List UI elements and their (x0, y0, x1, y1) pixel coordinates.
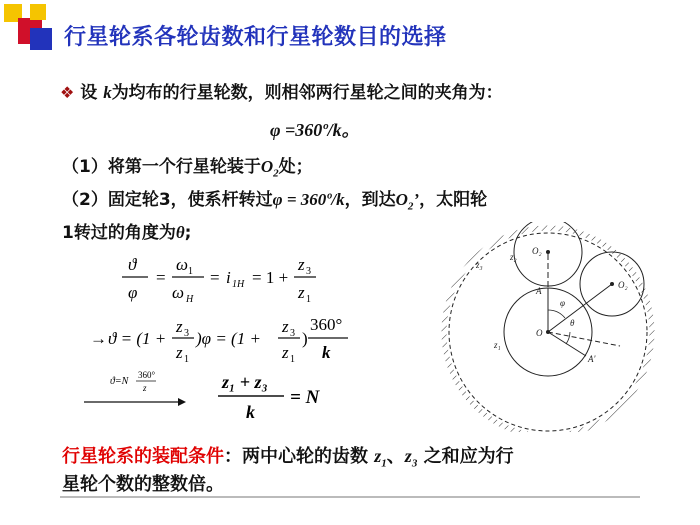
label-O: O (536, 328, 543, 338)
svg-text:1: 1 (184, 354, 189, 365)
svg-text:360°: 360° (310, 315, 343, 334)
svg-text:1H: 1H (232, 279, 245, 290)
paragraph-intro: ❖ 设 k为均布的行星轮数，则相邻两行星轮之间的夹角为： (60, 83, 503, 103)
label-phi: φ (560, 298, 565, 308)
svg-text:k: k (246, 402, 255, 422)
svg-text:3: 3 (306, 266, 311, 277)
svg-text:3: 3 (290, 328, 295, 339)
svg-text:z₁ + z₃: z₁ + z₃ (222, 372, 268, 392)
assembly-condition: 行星轮系的装配条件：两中心轮的齿数 $z_1$、$z_3$ 之和应为行 (62, 446, 514, 470)
svg-text:1: 1 (188, 266, 193, 277)
assembly-condition-continued: 星轮个数的整数倍。 (62, 474, 224, 495)
svg-text:= N: = N (290, 387, 320, 408)
label-theta: θ (570, 318, 575, 328)
svg-text:360°: 360° (138, 370, 156, 380)
label-z3: z₃ (476, 260, 483, 270)
svg-text:ω: ω (172, 283, 185, 302)
phi-formula: φ =360º/k。 (270, 120, 360, 140)
label-O2: O₂ (532, 246, 542, 256)
svg-text:→: → (90, 329, 107, 348)
svg-text:z: z (176, 317, 183, 336)
label-O2-prime: O₂ (618, 280, 628, 290)
logo-decoration (0, 0, 60, 60)
svg-text:z: z (298, 283, 305, 302)
svg-text:i: i (226, 268, 231, 287)
svg-text:=: = (210, 268, 220, 287)
label-A-prime: A' (588, 354, 596, 364)
svg-text:ϑ = (1 +: ϑ = (1 + (108, 329, 167, 348)
svg-text:z: z (282, 343, 289, 362)
eq1-lhs-num: ϑ (128, 255, 137, 274)
bullet-icon: ❖ (60, 83, 75, 102)
svg-text:z: z (143, 383, 147, 393)
step-2-continued: 1转过的角度为θ; (62, 223, 192, 243)
footer-divider (60, 496, 640, 498)
svg-text:= 1 +: = 1 + (252, 268, 289, 287)
svg-text:1: 1 (290, 354, 295, 365)
page-title: 行星轮系各轮齿数和行星轮数目的选择 (64, 25, 447, 50)
svg-text:=: = (156, 268, 166, 287)
planetary-gear-diagram (440, 222, 680, 432)
label-z1: z₁ (494, 340, 501, 350)
svg-text:ω: ω (176, 255, 189, 274)
svg-text:3: 3 (184, 328, 189, 339)
svg-text:1: 1 (306, 294, 311, 305)
eq1-lhs-den: φ (128, 283, 138, 302)
svg-text:z: z (298, 255, 305, 274)
label-A: A (536, 286, 542, 296)
svg-text:z: z (282, 317, 289, 336)
svg-text:): ) (302, 329, 308, 348)
svg-text:)φ = (1 +: )φ = (1 + (196, 329, 261, 348)
svg-text:H: H (186, 294, 194, 305)
svg-text:k: k (322, 343, 331, 362)
step-1: （1）将第一个行星轮装于$O_2$处； (62, 157, 313, 180)
svg-text:z: z (176, 343, 183, 362)
svg-text:ϑ=N: ϑ=N (110, 376, 129, 387)
label-z2: z₂ (510, 252, 517, 262)
step-2: （2）固定轮3，使系杆转过φ = 360º/k，到达$O_2$’，太阳轮 (62, 190, 488, 213)
equations (80, 248, 400, 428)
